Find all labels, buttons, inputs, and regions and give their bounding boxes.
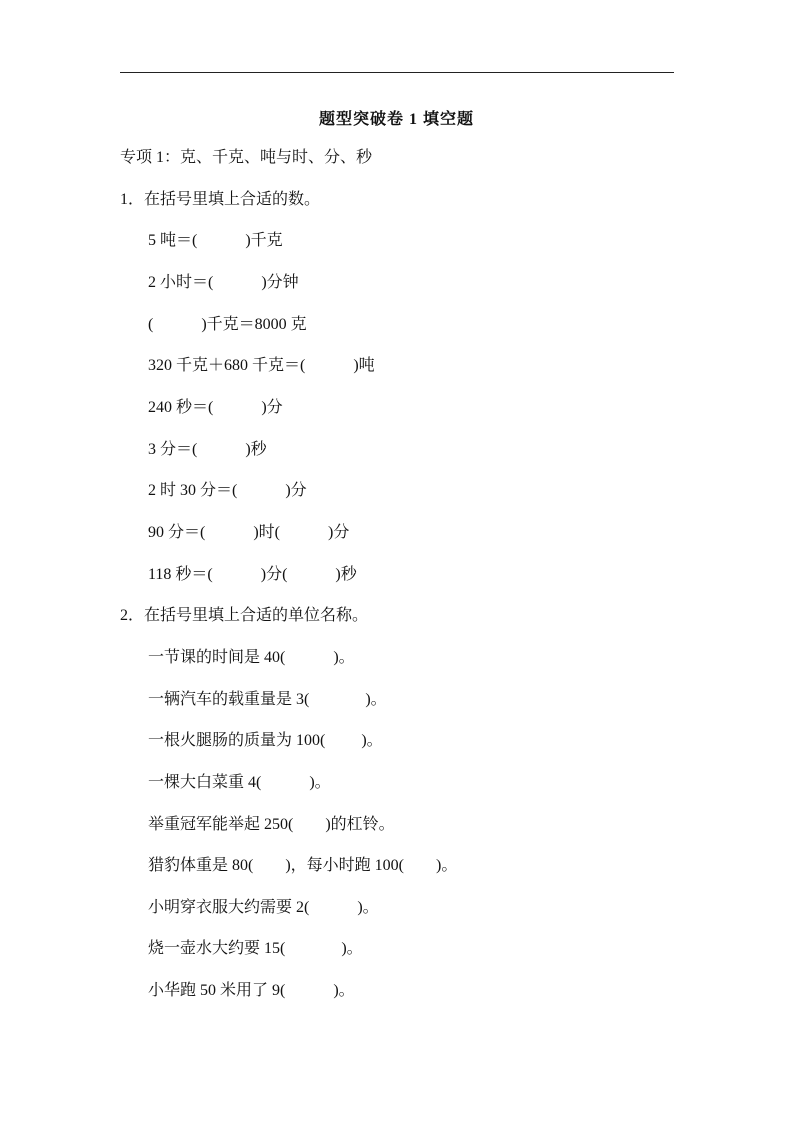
q1-item: 90 分＝( )时( )分 [148, 524, 350, 541]
q1-item: 240 秒＝( )分 [148, 399, 283, 416]
q1-item: 3 分＝( )秒 [148, 441, 267, 458]
page-title: 题型突破卷 1 填空题 [318, 111, 474, 128]
q2-item: 猎豹体重是 80( )，每小时跑 100( )。 [148, 857, 458, 874]
q2-item: 烧一壶水大约要 15( )。 [148, 940, 363, 957]
q1-item: 320 千克＋680 千克＝( )吨 [148, 357, 375, 374]
q1-item: ( )千克＝8000 克 [148, 316, 307, 333]
q2-item: 一节课的时间是 40( )。 [148, 649, 355, 666]
header-rule [120, 72, 674, 73]
section-heading: 专项 1：克、千克、吨与时、分、秒 [120, 149, 373, 166]
q2-item: 小华跑 50 米用了 9( )。 [148, 982, 355, 999]
q1-item: 118 秒＝( )分( )秒 [148, 566, 357, 583]
question-1-prompt: 1．在括号里填上合适的数。 [120, 191, 321, 208]
q2-item: 小明穿衣服大约需要 2( )。 [148, 899, 379, 916]
q2-item: 一辆汽车的载重量是 3( )。 [148, 691, 387, 708]
question-2-prompt: 2．在括号里填上合适的单位名称。 [120, 607, 369, 624]
q2-item: 一根火腿肠的质量为 100( )。 [148, 732, 383, 749]
q1-item: 2 小时＝( )分钟 [148, 274, 299, 291]
q2-item: 举重冠军能举起 250( )的杠铃。 [148, 816, 395, 833]
q2-item: 一棵大白菜重 4( )。 [148, 774, 331, 791]
q1-item: 2 时 30 分＝( )分 [148, 482, 307, 499]
q1-item: 5 吨＝( )千克 [148, 232, 283, 249]
